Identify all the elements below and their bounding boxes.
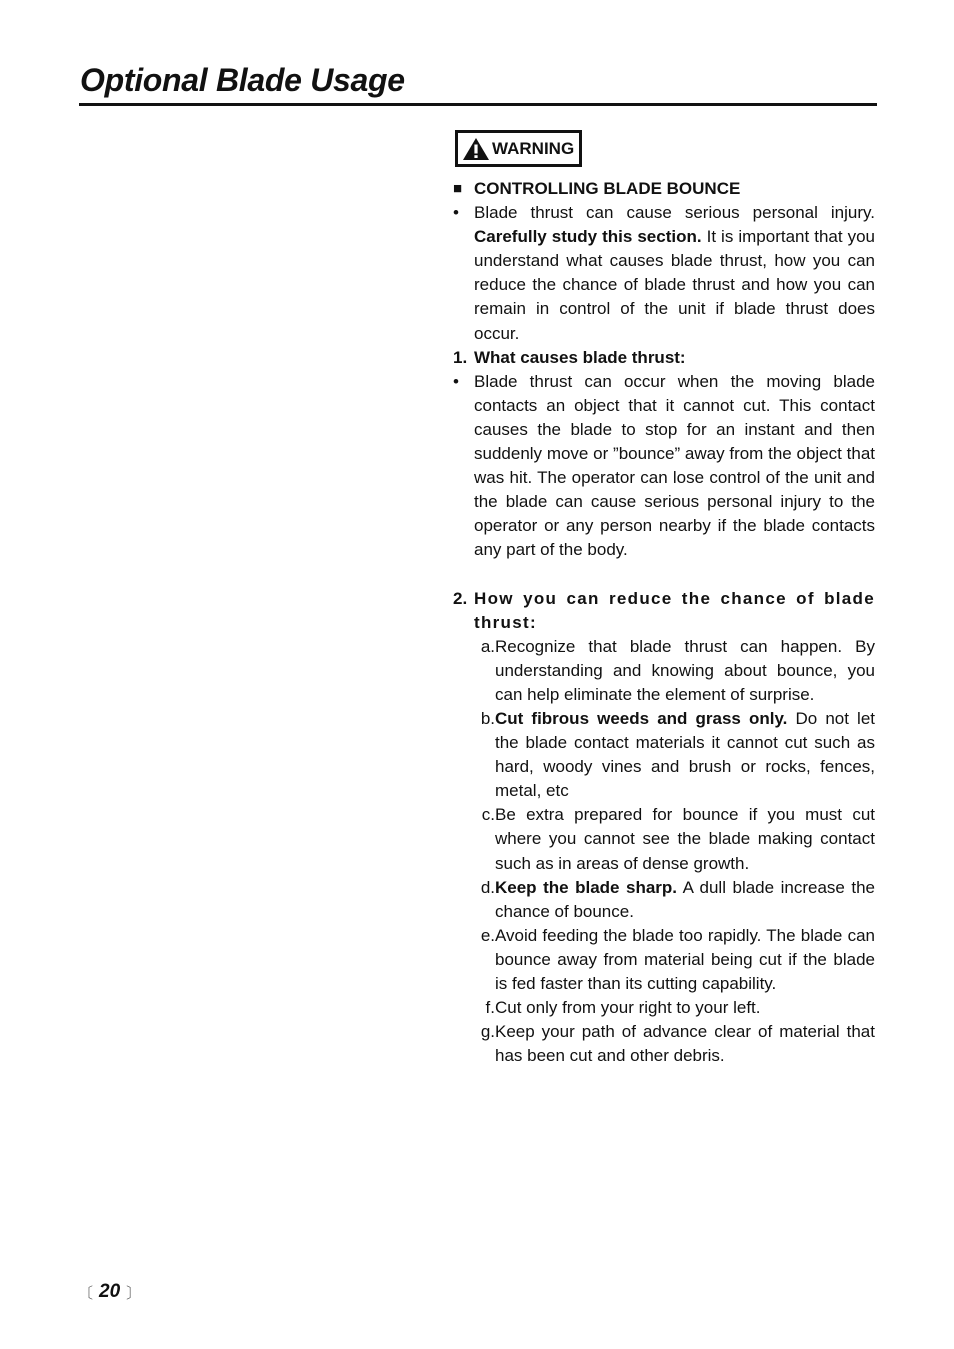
list-item-text: Keep your path of advance clear of material that has been cut and other debris.: [495, 1022, 875, 1066]
question-2-title: How you can reduce the chance of blade thrust:: [474, 588, 875, 632]
list-item-text: Recognize that blade thrust can happen. By understanding and knowing about bounce, you can help eliminate the element of surprise.: [495, 636, 875, 704]
spacer: [453, 563, 875, 587]
list-item-text: Do not let the blade contact materials it cannot cut such as hard, woody vines and brush or rocks, fences, metal, etc: [495, 708, 875, 801]
list-item-emphasis: Keep the blade sharp.: [495, 877, 678, 897]
intro-text-rest: It is important that you understand what causes blade thrust, how you can reduce the chance of blade thrust and how you can remain in control of the unit if blade thrust does occur.: [474, 227, 875, 343]
list-item-label: g.: [480, 1022, 495, 1042]
list-item-text: Cut only from your right to your left.: [495, 998, 761, 1018]
question-2-heading: [453, 587, 875, 635]
list-item-label: e.: [480, 925, 495, 945]
list-item-label: f.: [485, 998, 495, 1018]
square-bullet-icon: ■: [453, 180, 463, 197]
question-1-paragraph: [453, 370, 875, 563]
intro-emphasis: Carefully study this section.: [474, 227, 702, 247]
question-1-text: Blade thrust can occur when the moving blade contacts an object that it cannot cut. This contact causes the blade to stop for an instant and then suddenly move or ”bounce” away from the object that was hit. The operator can lose control of the unit and the blade can cause serious personal injury to the operator or any person nearby if the blade contacts any part of the body.: [474, 371, 875, 560]
intro-paragraph: [453, 201, 875, 346]
list-item-label: d.: [480, 877, 495, 897]
list-item-label: b.: [480, 708, 495, 728]
list-item-label: a.: [480, 636, 495, 656]
title-rule: [79, 103, 877, 106]
warning-label-box: [455, 130, 582, 167]
question-1-heading: [453, 346, 875, 370]
bracket-right-icon: 〕: [126, 1284, 142, 1302]
list-item: [474, 803, 875, 875]
page-number: [78, 1281, 141, 1303]
warning-column: [453, 130, 875, 1068]
list-item: [474, 1020, 875, 1068]
bullet-icon: •: [453, 203, 459, 223]
list-item: [474, 635, 875, 707]
question-2-number: 2.: [453, 588, 468, 608]
list-item-text: Avoid feeding the blade too rapidly. The blade can bounce away from material being cut if the blade is fed faster than its cutting capability.: [495, 925, 875, 993]
bullet-icon: •: [453, 371, 459, 391]
page-title: Optional Blade Usage: [80, 62, 405, 98]
warning-label: WARNING: [492, 139, 575, 158]
section-title: CONTROLLING BLADE BOUNCE: [474, 179, 741, 198]
question-1-title: What causes blade thrust:: [474, 347, 686, 367]
bracket-left-icon: 〔: [78, 1284, 94, 1302]
page-number-value: 20: [99, 1281, 121, 1302]
list-item-text: A dull blade increase the chance of bounce.: [495, 877, 875, 921]
intro-text: Blade thrust can cause serious personal injury.: [474, 203, 875, 223]
list-item: [474, 876, 875, 924]
list-item-label: c.: [481, 805, 495, 825]
list-item: [474, 924, 875, 996]
list-item: [474, 996, 875, 1020]
question-1-number: 1.: [453, 347, 468, 367]
list-item-emphasis: Cut fibrous weeds and grass only.: [495, 708, 788, 728]
section-heading: [453, 177, 875, 201]
list-item-text: Be extra prepared for bounce if you must cut where you cannot see the blade making contact such as in areas of dense growth.: [495, 805, 875, 873]
warning-triangle-icon: [462, 137, 490, 161]
list-item: [474, 707, 875, 803]
